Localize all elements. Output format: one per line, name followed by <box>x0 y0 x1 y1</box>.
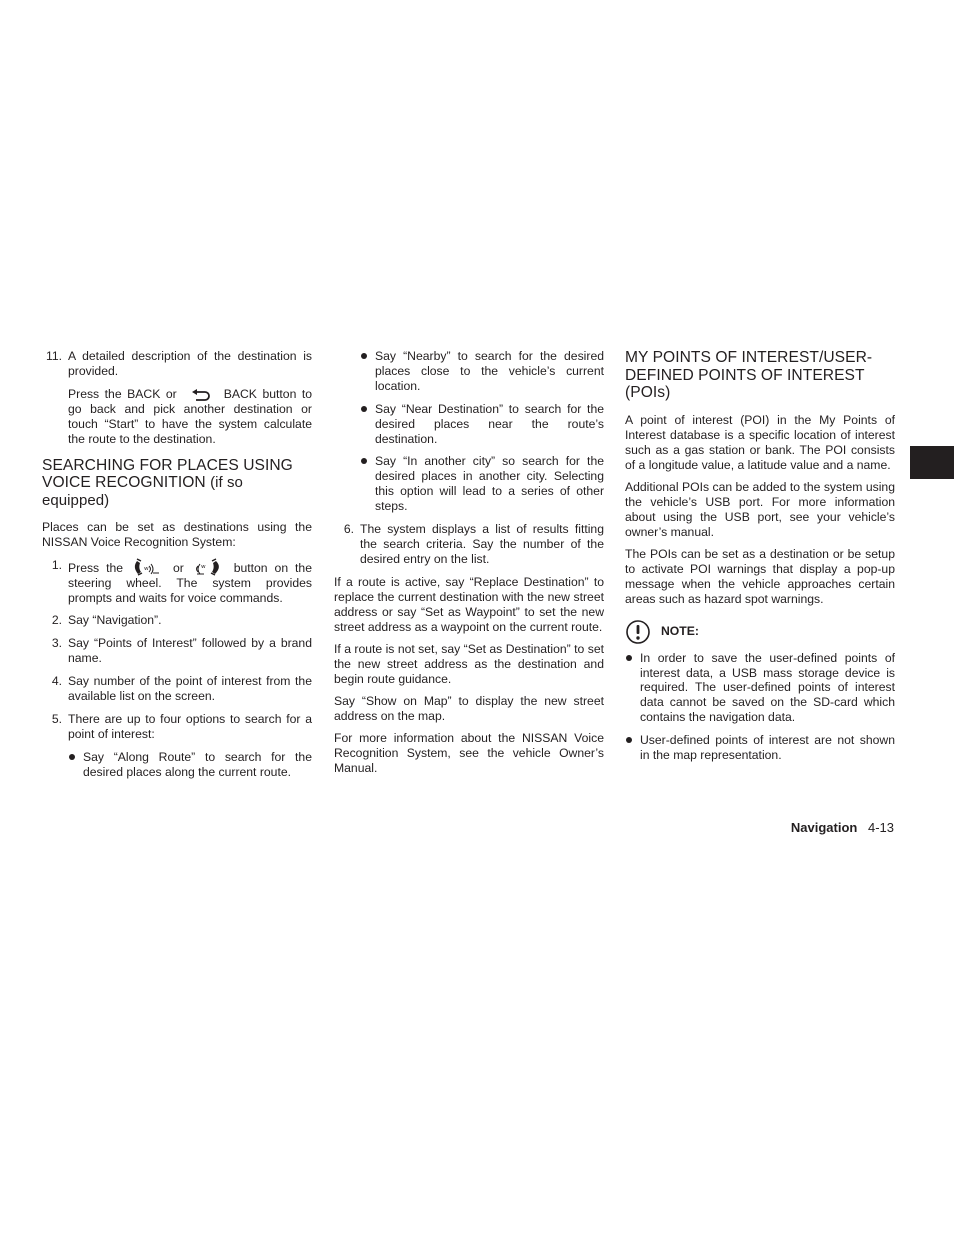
talk-phone-icon-alt <box>194 558 224 576</box>
note-header <box>625 619 895 645</box>
step-11 <box>42 349 312 379</box>
chapter-tab <box>910 446 954 479</box>
step-text: A detailed description of the destination is provided. <box>68 349 312 378</box>
bullet-dot <box>361 353 367 359</box>
bullet-text: Say “Near Destination” to search for the desired places near the route’s destination. <box>375 401 604 446</box>
note-bullet-map <box>625 733 895 763</box>
bullet-text: In order to save the user-defined points of interest data, a USB mass storage device is required. The user-defined points of interest data cannot be saved on the SD-card which contains the navigation data. <box>640 650 895 725</box>
heading-main: SEARCHING FOR PLACES USING VOICE RECOGNITION <box>42 456 293 492</box>
paragraph-add-pois: Additional POIs can be added to the system using the vehicle’s USB port. For more information about using the USB port, see your vehicle’s owner’s manual. <box>625 479 895 539</box>
step-text-a: Press the <box>68 560 124 575</box>
paragraph-replace-destination: If a route is active, say “Replace Destination” to replace the current destination with the new street address or say “Set as Waypoint” to set the new street address as a waypoint on the current route. <box>334 574 604 634</box>
step-text-c: button on the steering wheel. The system provides prompts and waits for voice commands. <box>68 560 312 605</box>
step-number: 3. <box>51 636 62 651</box>
paragraph-set-destination: If a route is not set, say “Set as Destination” to set the new street address as the destination and begin route guidance. <box>334 641 604 686</box>
bullet-dot <box>361 458 367 464</box>
step-number: 2. <box>51 613 62 628</box>
section-heading-voice-search <box>42 457 312 510</box>
note-bullet-usb <box>625 651 895 726</box>
step-text: The system displays a list of results fitting the search criteria. Say the number of the desired entry on the list. <box>360 522 604 566</box>
section-heading-pois: MY POINTS OF INTEREST/USER-DEFINED POINTS OF INTEREST (POIs) <box>625 349 873 402</box>
step-2 <box>42 613 312 628</box>
footer-page-number: 4-13 <box>867 820 894 835</box>
svg-text:ʷ: ʷ <box>200 563 206 574</box>
step-text: Say “Navigation”. <box>68 613 162 628</box>
heading-suffix: (if so equipped) <box>42 474 243 509</box>
intro-paragraph: Places can be set as destinations using the NISSAN Voice Recognition System: <box>42 520 312 550</box>
step-text: There are up to four options to search for a point of interest: <box>68 711 312 741</box>
step-1 <box>42 558 312 606</box>
step-number: 1. <box>51 557 62 572</box>
bullet-dot <box>626 655 632 661</box>
back-button-paragraph <box>42 387 312 447</box>
bullet-another-city <box>360 454 604 514</box>
bullet-text: Say “In another city” so search for the desired places in another city. Selecting this option will lead to a series of other steps. <box>375 454 604 514</box>
back-text-a: Press the BACK or <box>68 386 177 401</box>
bullet-dot <box>626 737 632 743</box>
middle-column <box>334 349 604 784</box>
bullet-along-route <box>68 750 312 780</box>
warning-icon <box>625 619 655 645</box>
left-column <box>42 349 312 788</box>
bullet-nearby <box>360 349 604 394</box>
paragraph-more-info: For more information about the NISSAN Voice Recognition System, see the vehicle Owner’s Manual. <box>334 731 604 776</box>
step-5 <box>42 712 312 742</box>
back-text-b: BACK button to go back and pick another destination or touch “Start” to have the system calculate the route to the destination. <box>68 386 313 446</box>
bullet-dot <box>361 406 367 412</box>
step-4 <box>42 674 312 704</box>
right-column <box>625 349 895 771</box>
paragraph-poi-warnings: The POIs can be set as a destination or be setup to activate POI warnings that display a pop-up message when the vehicle approaches certain areas such as hazard spot warnings. <box>625 547 895 606</box>
step-text: Say “Points of Interest” followed by a brand name. <box>68 636 312 666</box>
step-3 <box>42 636 312 666</box>
back-arrow-icon <box>185 388 215 402</box>
talk-phone-icon <box>133 558 163 576</box>
step-text-b: or <box>172 560 184 575</box>
step-number: 5. <box>51 711 62 726</box>
bullet-dot <box>69 754 75 760</box>
step-text: Say number of the point of interest from the available list on the screen. <box>68 674 312 704</box>
svg-text:ʷ: ʷ <box>144 565 149 576</box>
step-6 <box>334 522 604 567</box>
bullet-near-destination <box>360 402 604 447</box>
footer-section: Navigation <box>790 820 858 835</box>
step-number: 11. <box>45 349 62 363</box>
paragraph-show-on-map: Say “Show on Map” to display the new street address on the map. <box>334 694 604 724</box>
bullet-text: User-defined points of interest are not shown in the map representation. <box>640 733 895 763</box>
bullet-text: Say “Nearby” to search for the desired places close to the vehicle’s current location. <box>375 349 604 393</box>
paragraph-poi-definition: A point of interest (POI) in the My Points of Interest database is a specific location of interest such as a gas station or bank. The POI consists of a longitude value, a latitude value and a name. <box>625 412 895 472</box>
step-number: 6. <box>343 522 354 537</box>
note-label: NOTE: <box>661 624 699 639</box>
bullet-text: Say “Along Route” to search for the desired places along the current route. <box>83 749 312 779</box>
page-footer <box>791 821 894 836</box>
step-number: 4. <box>51 674 62 689</box>
